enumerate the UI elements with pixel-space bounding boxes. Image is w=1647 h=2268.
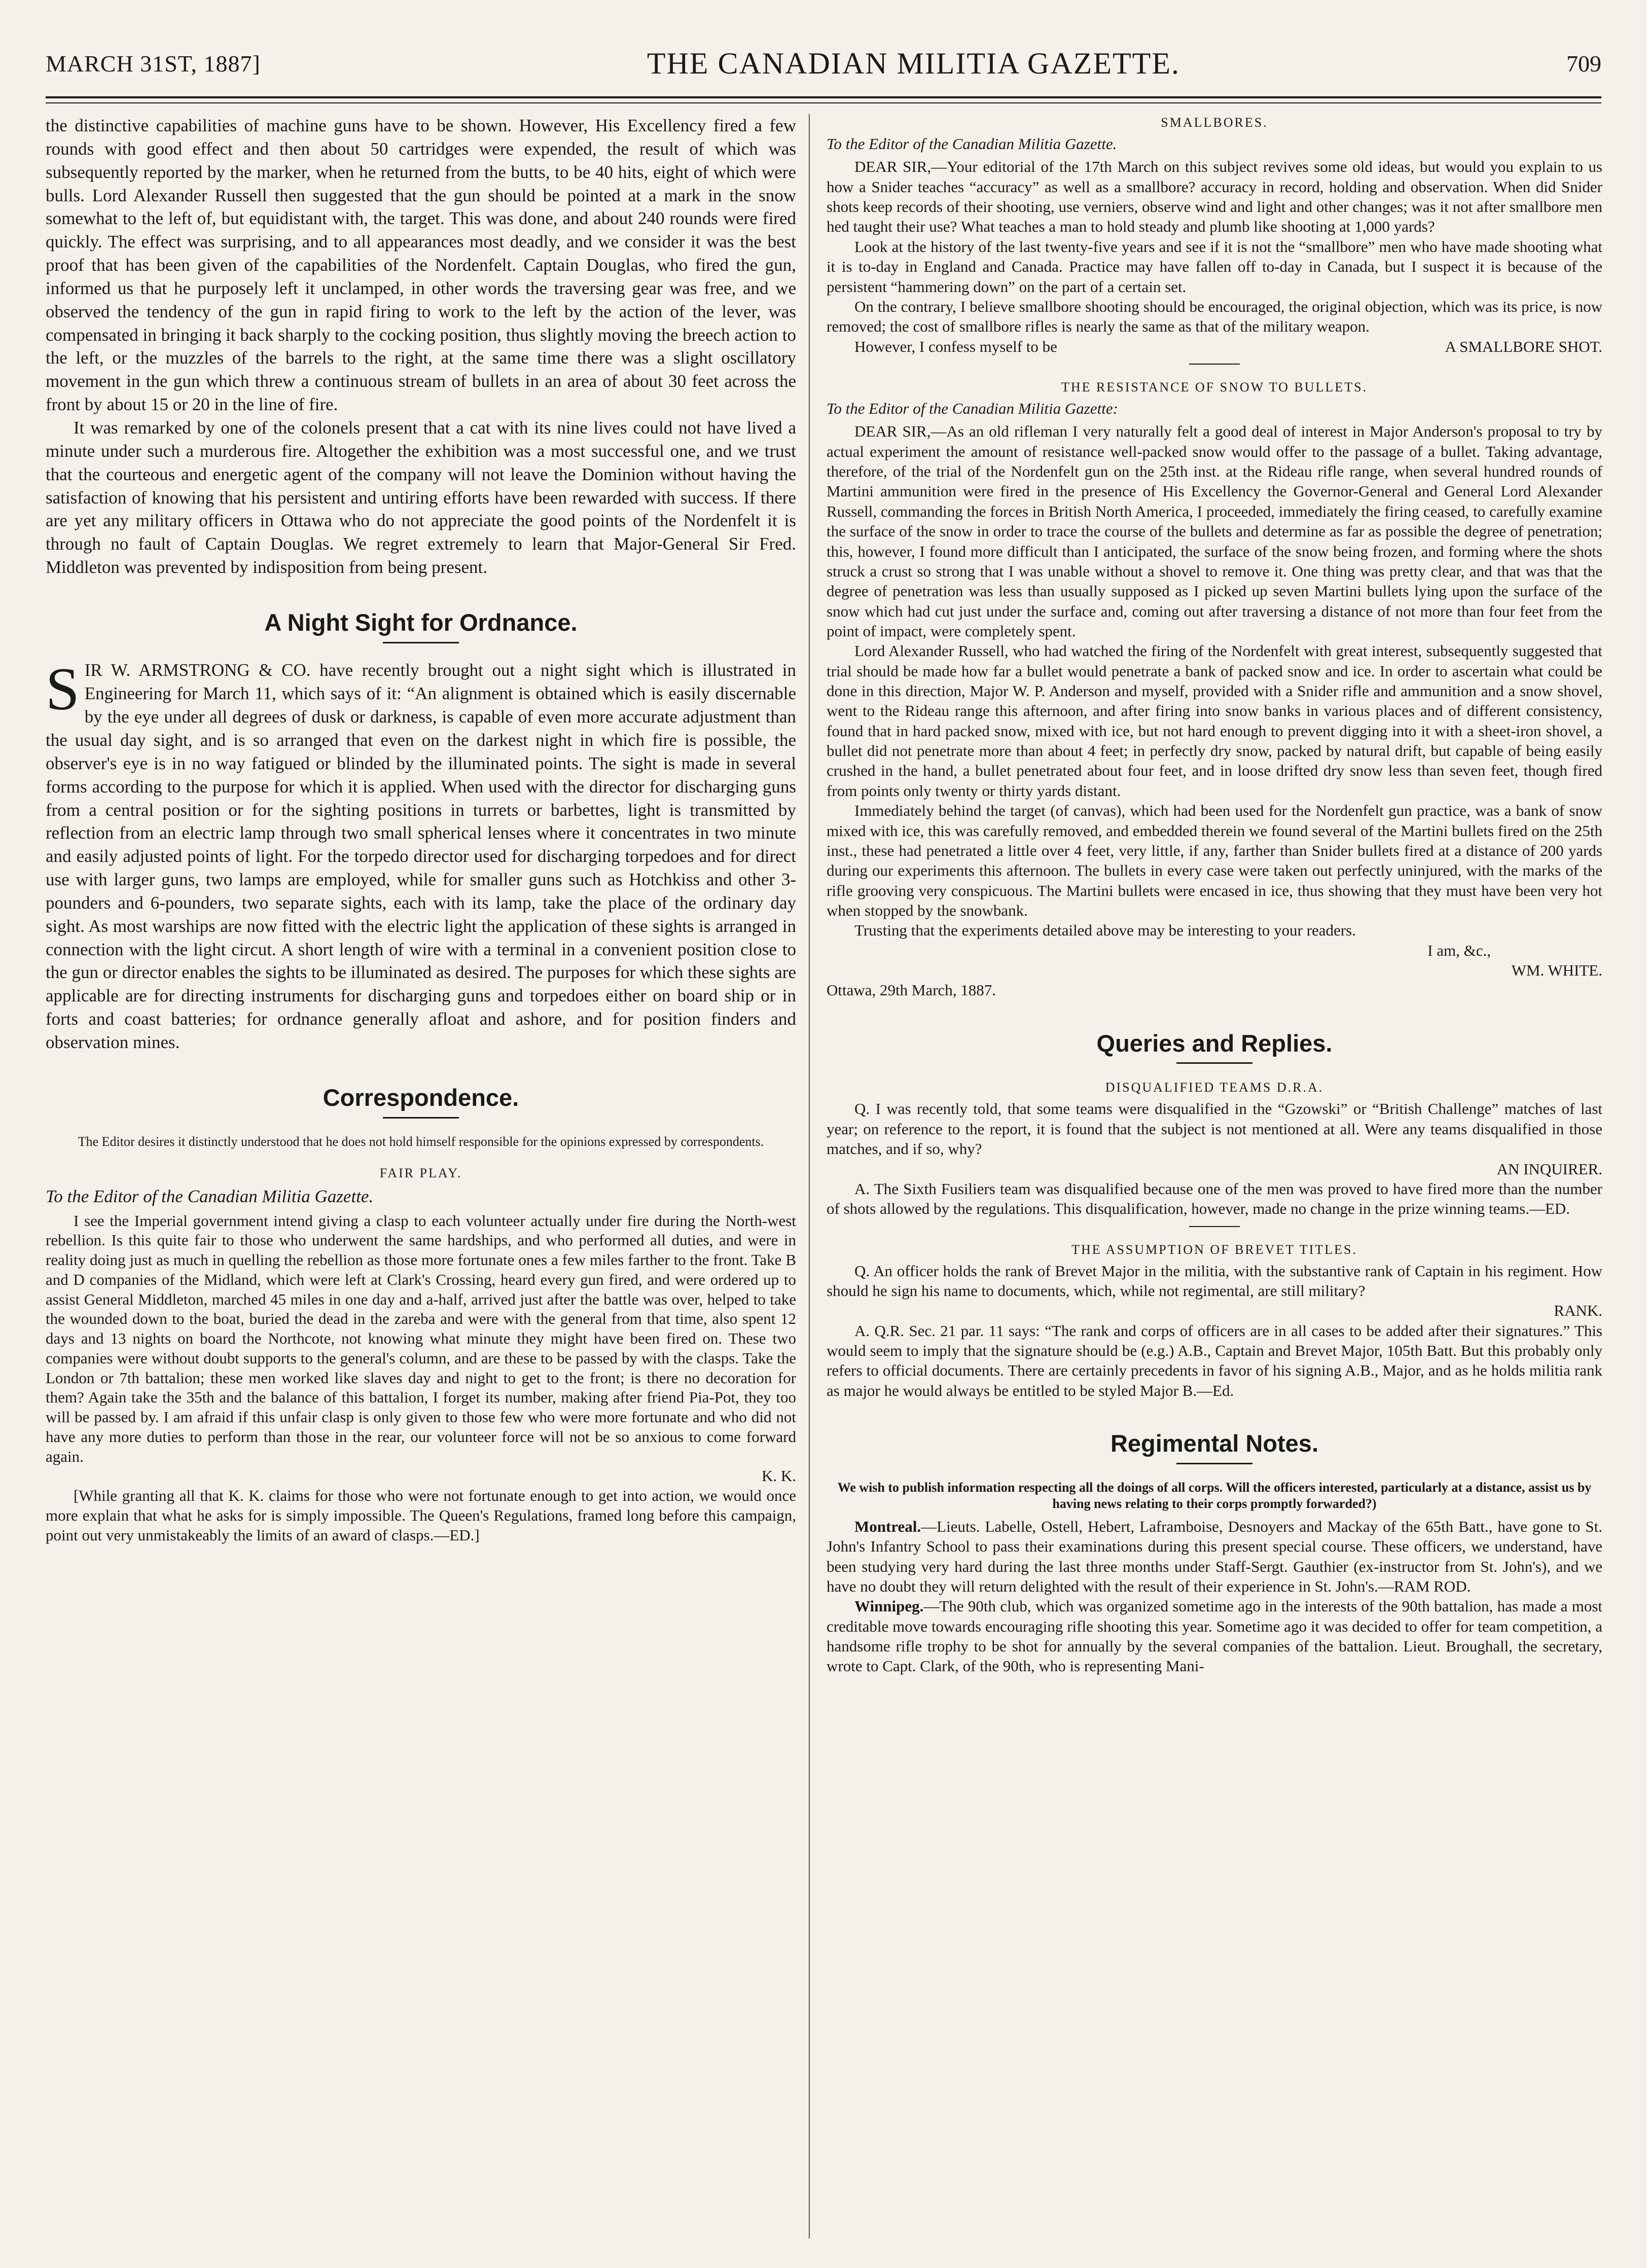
- column-divider: [809, 114, 810, 2239]
- query-2-signature: RANK.: [1554, 1302, 1602, 1320]
- page-number: 709: [1566, 50, 1601, 77]
- nordenfelt-paragraph-1: the distinctive capabilities of machine guns have to be shown. However, His Excellency fired a few rounds with good effect and then about 50 cartridges were expended, the result of which was subsequently reported by the marker, when he returned from the butts, to be 40 hits, eight of which were bulls. Lord Alexander Russell then suggested that the gun should be pointed at a mark in the snow somewhat to the left of, but equidistant with, the target. This was done, and about 240 rounds were fired quickly. The effect was surprising, and to all appearances most deadly, and we consider it was the best proof that has been given of the capabilities of the Nordenfelt. Captain Douglas, who fired the gun, informed us that he purposely left it unclamped, in other words the traversing gear was free, and we observed the tendency of the gun in rapid firing to work to the left by the action of the lever, was compensated in bringing it back sharply to the cocking position, thus slightly moving the breech action to the left, or the muzzles of the barrels to the right, at the same time there was a slight oscillatory movement in the gun which threw a continuous stream of bullets in an area of about 30 feet across the front by about 15 or 20 in the line of fire.: [46, 116, 796, 415]
- fair-play-subhead: FAIR PLAY.: [379, 1165, 462, 1180]
- smallbores-subhead: SMALLBORES.: [1161, 115, 1268, 130]
- to-editor-line: To the Editor of the Canadian Militia Gazette.: [827, 135, 1117, 153]
- right-column: [827, 114, 1602, 1676]
- masthead: [46, 35, 1601, 91]
- left-column: [46, 114, 796, 1545]
- snow-paragraph-4: Trusting that the experiments detailed above may be interesting to your readers.: [854, 921, 1356, 940]
- correspondence-heading: Correspondence.: [323, 1084, 519, 1111]
- newspaper-title: THE CANADIAN MILITIA GAZETTE.: [647, 46, 1180, 80]
- snow-dateline: Ottawa, 29th March, 1887.: [827, 981, 996, 999]
- night-sight-heading: A Night Sight for Ordnance.: [264, 608, 578, 636]
- fair-play-body: I see the Imperial government intend giving a clasp to each volunteer actually under fire during the North-west rebellion. Is this quite fair to those who underwent the same hardships, and who performed all duties, and were in reality doing just as much in quelling the rebellion as those more fortunate ones a few miles farther to the front. Take B and D companies of the Midland, which were left at Clark's Crossing, heard every gun fired, and were ordered up to assist General Middleton, marched 45 miles in one day and a-half, arrived just after the battle was over, helped to take the wounded down to the boat, buried the dead in the zareba and were with the general from that time, also spent 12 days and 13 nights on board the Northcote, not knowing what minute they might have been fired on. These two companies were without doubt supports to the general's column, and are these to be passed by with the clasps. Take the London or 7th battalion; these men worked like slaves day and night to get to the front; is there no decoration for them? Again take the 35th and the balance of this battalion, I forget its number, making after friend Pia-Pot, they too will be passed by. I am afraid if this unfair clasp is only given to those few who were more fortunate and who did not have any more duties to perform than those in the rear, our volunteer force will not be so anxious to come forward again.: [46, 1211, 796, 1465]
- smallbores-paragraph-2: Look at the history of the last twenty-five years and see if it is not the “smallbore” men who have made shooting what it is to-day in England and Canada. Practice may have fallen off to-day in Canada, but I suspect it is because of the persistent “hammering down” on the part of a certain set.: [827, 237, 1602, 296]
- to-editor-line: To the Editor of the Canadian Militia Gazette:: [827, 399, 1118, 417]
- section-rule: [1189, 364, 1240, 365]
- heading-rule: [1176, 1062, 1252, 1064]
- queries-heading: Queries and Replies.: [1096, 1029, 1333, 1057]
- smallbores-closing: However, I confess myself to be: [854, 337, 1057, 355]
- smallbores-paragraph-3: On the contrary, I believe smallbore shooting should be encouraged, the original objection, which was its price, is now removed; the cost of smallbore rifles is nearly the same as that of the military weapon.: [827, 297, 1602, 336]
- query-2-subhead: THE ASSUMPTION OF BREVET TITLES.: [1071, 1242, 1357, 1257]
- fair-play-signature: K. K.: [761, 1467, 796, 1485]
- section-rule: [1189, 1226, 1240, 1227]
- montreal-text: —Lieuts. Labelle, Ostell, Hebert, Laframboise, Desnoyers and Mackay of the 65th Batt., have gone to St. John's Infantry School to pass their examinations during this present special course. These officers, we understand, have been studying very hard during the last three months under Staff-Sergt. Gauthier (ex-instructor from St. John's), and we have no doubt they will return delighted with the result of their experience in St. John's.—RAM ROD.: [827, 1517, 1602, 1595]
- nordenfelt-paragraph-2: It was remarked by one of the colonels present that a cat with its nine lives could not have lived a minute under such a murderous fire. Altogether the exhibition was a most successful one, and we trust that the courteous and energetic agent of the company will not leave the Dominion without having the satisfaction of knowing that his persistent and untiring efforts have been rewarded with success. If there are yet any military officers in Ottawa who do not appreciate the good points of the Nordenfelt it is through no fault of Captain Douglas. We regret extremely to learn that Major-General Sir Fred. Middleton was prevented by indisposition from being present.: [46, 417, 796, 578]
- snow-paragraph-1: DEAR SIR,—As an old rifleman I very naturally felt a good deal of interest in Major Anderson's proposal to try by actual experiment the amount of resistance well-packed snow would offer to the passage of a bullet. Taking advantage, therefore, of the trial of the Nordenfelt gun on the 25th inst. at the Rideau rifle range, when several hundred rounds of Martini ammunition were fired in the presence of His Excellency the Governor-General and General Lord Alexander Russell, commanding the forces in British North America, I proceeded, immediately the firing ceased, to carefully examine the surface of the snow in order to trace the course of the bullets and determine as far as possible the degree of penetration; this, however, I found more difficult than I anticipated, the surface of the snow being frozen, and forming where the shots struck a crust so strong that I was unable without a shovel to remove it. One thing was pretty clear, and that was that the degree of penetration was less than usually supposed as I picked up seven Martini bullets lying upon the surface of the snow which had cut just under the surface and, coming out after traversing a distance of not more than four feet from the point of impact, were completely spent.: [827, 422, 1602, 640]
- heading-rule: [1176, 1463, 1252, 1464]
- heading-rule: [383, 642, 459, 643]
- editor-note: [While granting all that K. K. claims for those who were not fortunate enough to get into action, we would once more explain that what he asks for is simply impossible. The Queen's Regulations, framed long before this campaign, point out very unmistakeably the limits of an award of clasps.—ED.]: [46, 1487, 796, 1544]
- regimental-heading: Regimental Notes.: [1110, 1430, 1319, 1457]
- montreal-note: [827, 1517, 1602, 1596]
- smallbores-signoff: [827, 337, 1602, 356]
- query-1-signature: AN INQUIRER.: [1496, 1160, 1602, 1178]
- heading-rule: [383, 1117, 459, 1119]
- winnipeg-note: [827, 1596, 1602, 1676]
- winnipeg-text: —The 90th club, which was organized sometime ago in the interests of the 90th battalion, has made a most creditable move towards encouraging rifle shooting this year. Sometime ago it was decided to offer for team competition, a handsome rifle trophy to be shot for annually by the several companies of the battalion. Lieut. Broughall, the secretary, wrote to Capt. Clark, of the 90th, who is representing Mani-: [827, 1597, 1602, 1675]
- query-2: Q. An officer holds the rank of Brevet Major in the militia, with the substantive rank of Captain in his regiment. How should he sign his name to documents, which, while not regimental, are still military?: [827, 1262, 1602, 1300]
- montreal-lead: Montreal.: [854, 1517, 921, 1535]
- editor-disclaimer: The Editor desires it distinctly understood that he does not hold himself responsible for the opinions expressed by correspondents.: [78, 1134, 764, 1149]
- snow-paragraph-3: Immediately behind the target (of canvas), which had been used for the Nordenfelt gun practice, was a bank of snow mixed with ice, this was carefully removed, and embedded therein we found several of the Martini bullets fired on the 25th inst., these had penetrated a little over 4 feet, very little, if any, farther than Snider bullets fired at a distance of 200 yards during our experiments this afternoon. The bullets in every case were taken out perfectly uninjured, with the marks of the rifle grooving very conspicuous. The Martini bullets were encased in ice, thus showing that they must have been very hot when stopped by the snowbank.: [827, 802, 1602, 919]
- issue-date: MARCH 31ST, 1887]: [46, 50, 261, 77]
- query-1: Q. I was recently told, that some teams were disqualified in the “Gzowski” or “British Challenge” matches of last year; on reference to the report, it is found that the subject is not mentioned at all. Were any teams disqualified in those matches, and if so, why?: [827, 1100, 1602, 1158]
- masthead-rule-thin: [46, 102, 1601, 103]
- to-editor-line: To the Editor of the Canadian Militia Gazette.: [46, 1186, 374, 1206]
- masthead-rule: [46, 96, 1601, 98]
- answer-1: A. The Sixth Fusiliers team was disqualified because one of the men was proved to have fired more than the number of shots allowed by the regulations. This disqualification, however, made no change in the prize winning teams.—ED.: [827, 1179, 1602, 1218]
- snow-signature: WM. WHITE.: [1511, 961, 1602, 980]
- snow-paragraph-2: Lord Alexander Russell, who had watched the firing of the Nordenfelt with great interest, subsequently suggested that trial should be made how far a bullet would penetrate a bank of packed snow and ice. In order to ascertain what could be done in this direction, Major W. P. Anderson and myself, provided with a Snider rifle and ammunition and a snow shovel, went to the Rideau range this afternoon, and after firing into snow banks in various places and of different consistency, found that in hard packed snow, mixed with ice, but not hard enough to prevent digging into it with a sheet-iron shovel, a bullet did not penetrate more than about 4 feet; in perfectly dry snow, packed by natural drift, but capable of being easily crushed in the hand, a bullet penetrated about four feet, and in loose drifted dry snow less than seven feet, though fired from points only twenty or thirty yards distant.: [827, 642, 1602, 800]
- regimental-notice: We wish to publish information respecting all the doings of all corps. Will the officers interested, particularly at a distance, assist us by having news relating to their corps promptly forwarded?): [837, 1480, 1592, 1511]
- night-sight-body: SIR W. ARMSTRONG & CO. have recently brought out a night sight which is illustrated in Engineering for March 11, which says of it: “An alignment is obtained which is easily discernable by the eye under all degrees of dusk or darkness, is capable of even more accurate adjustment than the usual day sight, and is so arranged that even on the darkest night in which fire is possible, the observer's eye is in no way fatigued or blinded by the illuminated points. The sight is made in several forms according to the purpose for which it is applied. When used with the director for discharging guns from a central position or for the sighting positions in turrets or barbettes, light is transmitted by reflection from an electric lamp through two small spherical lenses where it concentrates in two minute and easily adjusted points of light. For the torpedo director used for discharging torpedoes and for direct use with larger guns, two lamps are employed, while for smaller guns such as Hotchkiss and other 3-pounders and 6-pounders, two separate sights, each with its lamp, take the place of the ordinary day sight. As most warships are now fitted with the electric light the application of these sights is arranged in connection with the light circut. A short length of wire with a terminal in a convenient position close to the gun or director enables the sights to be illuminated as desired. The purposes for which these sights are applicable are for directing instruments for discharging guns and torpedoes either on board ship or in forts and coast batteries; for ordnance generally afloat and ashore, and for position finders and observation mines.: [46, 655, 796, 1052]
- smallbores-signature: A SMALLBORE SHOT.: [1445, 337, 1602, 355]
- snow-closing: I am, &c.,: [1427, 941, 1491, 959]
- query-1-subhead: DISQUALIFIED TEAMS D.R.A.: [1105, 1080, 1324, 1095]
- winnipeg-lead: Winnipeg.: [854, 1597, 924, 1615]
- night-sight-article: [46, 655, 796, 1054]
- answer-2: A. Q.R. Sec. 21 par. 11 says: “The rank and corps of officers are in all cases to be added after their signatures.” This would seem to imply that the signature should be (e.g.) A.B., Captain and Brevet Major, 105th Batt. But this probably only refers to official documents. There are certainly precedents in favor of his signing A.B., Major, and as he holds militia rank as major he would always be entitled to be styled Major B.—Ed.: [827, 1321, 1602, 1399]
- smallbores-paragraph-1: DEAR SIR,—Your editorial of the 17th March on this subject revives some old ideas, but would you explain to us how a Snider teaches “accuracy” as well as a smallbore? accuracy in record, holding and observation. When did Snider shots keep records of their shooting, use verniers, observe wind and light and other changes; was it not after smallbore men hed taught their use? What teaches a man to hold steady and plumb like shooting at 1,000 yards?: [827, 158, 1602, 236]
- snow-subhead: THE RESISTANCE OF SNOW TO BULLETS.: [1061, 379, 1368, 394]
